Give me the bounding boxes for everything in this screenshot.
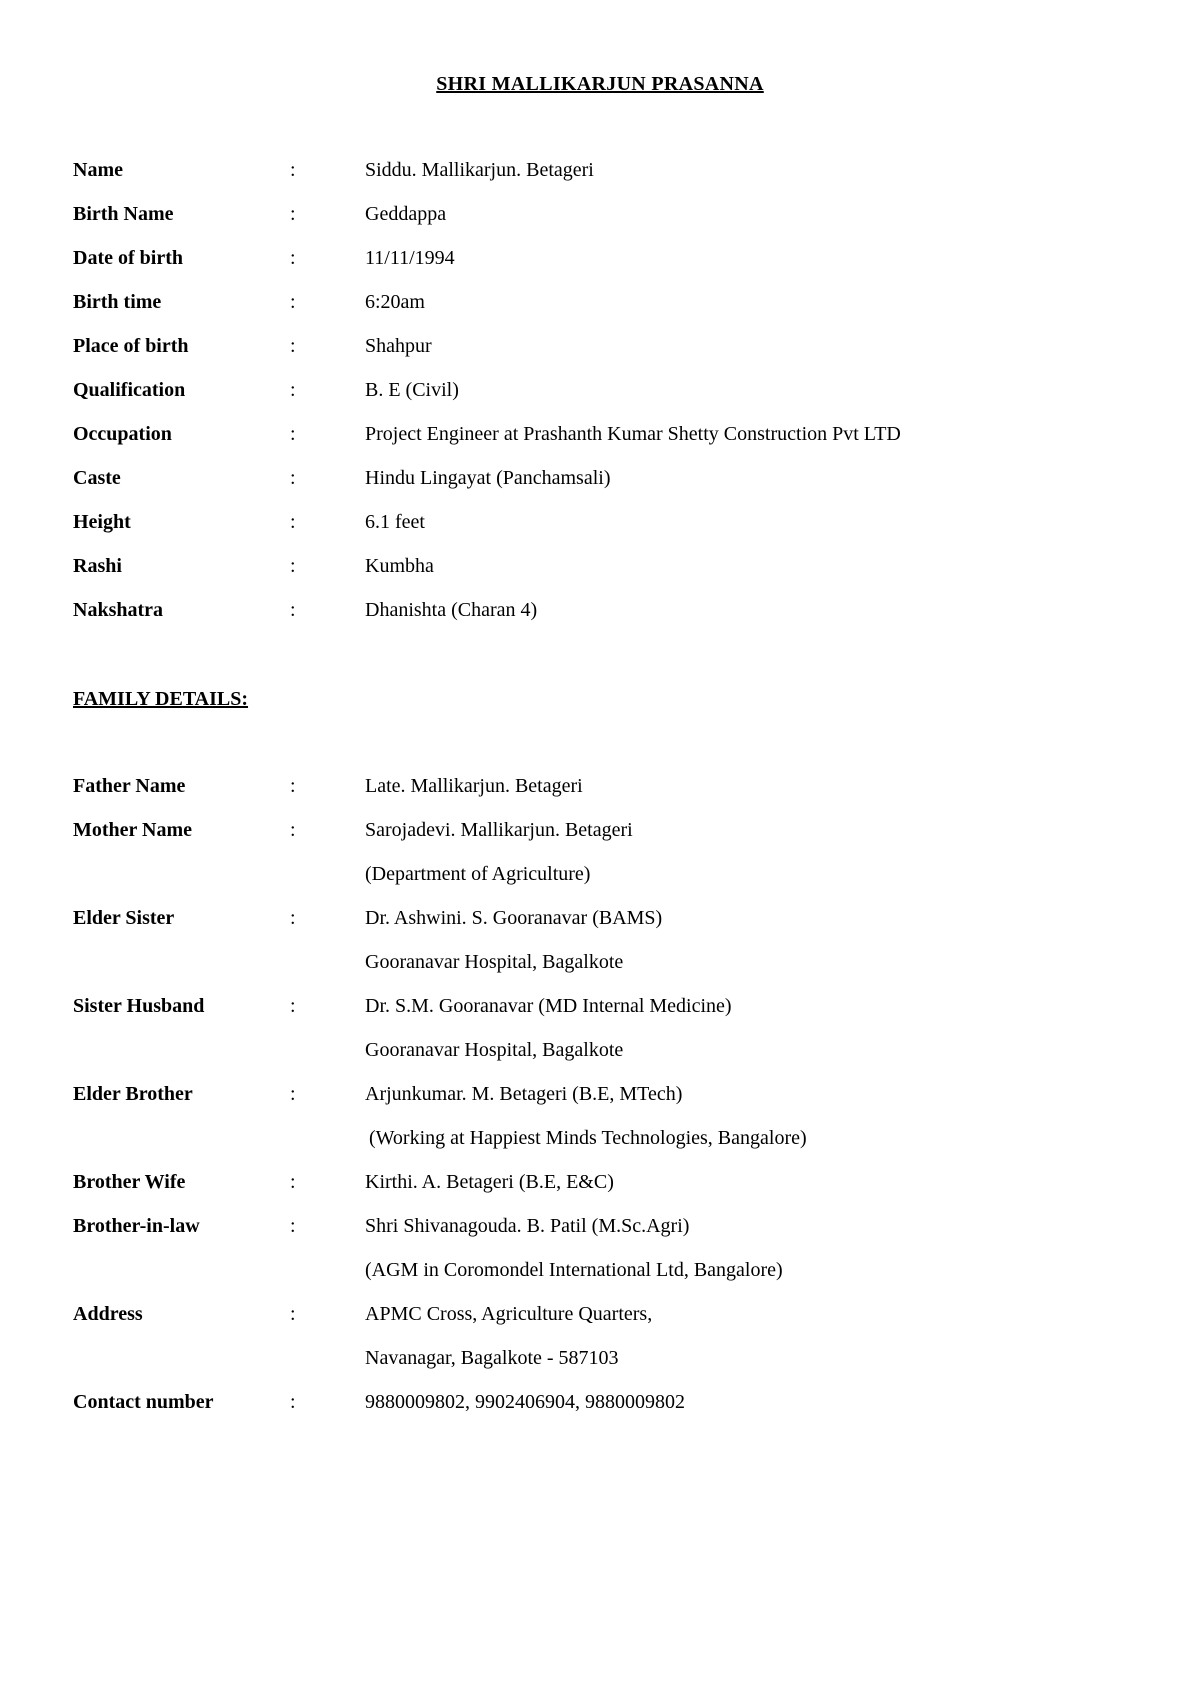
detail-value: Project Engineer at Prashanth Kumar Shetty Construction Pvt LTD: [365, 423, 901, 445]
detail-row: [73, 1082, 1133, 1126]
detail-label: Rashi: [73, 555, 122, 577]
detail-row: [73, 862, 1133, 906]
detail-separator: :: [290, 599, 296, 621]
detail-label: Caste: [73, 467, 121, 489]
detail-label: Height: [73, 511, 131, 533]
detail-value: Gooranavar Hospital, Bagalkote: [365, 951, 624, 973]
detail-value: Sarojadevi. Mallikarjun. Betageri: [365, 819, 633, 841]
detail-label: Elder Brother: [73, 1083, 193, 1105]
document-title: SHRI MALLIKARJUN PRASANNA: [436, 73, 764, 95]
detail-value: (Department of Agriculture): [365, 863, 591, 885]
detail-value: Siddu. Mallikarjun. Betageri: [365, 159, 594, 181]
detail-separator: :: [290, 1083, 296, 1105]
detail-row: [73, 246, 1133, 290]
detail-label: Occupation: [73, 423, 172, 445]
detail-value: (AGM in Coromondel International Ltd, Bangalore): [365, 1259, 783, 1281]
detail-label: Address: [73, 1303, 143, 1325]
detail-row: [73, 334, 1133, 378]
detail-label: Sister Husband: [73, 995, 205, 1017]
detail-row: [73, 906, 1133, 950]
detail-separator: :: [290, 775, 296, 797]
detail-label: Qualification: [73, 379, 186, 401]
detail-separator: :: [290, 159, 296, 181]
detail-row: [73, 290, 1133, 334]
detail-row: [73, 1126, 1133, 1170]
detail-value: Geddappa: [365, 203, 447, 225]
detail-row: [73, 994, 1133, 1038]
detail-separator: :: [290, 423, 296, 445]
detail-label: Birth Name: [73, 203, 174, 225]
detail-value: Late. Mallikarjun. Betageri: [365, 775, 583, 797]
detail-separator: :: [290, 1303, 296, 1325]
detail-label: Brother-in-law: [73, 1215, 200, 1237]
detail-value: 6.1 feet: [365, 511, 425, 533]
detail-value: Navanagar, Bagalkote - 587103: [365, 1347, 619, 1369]
detail-row: [73, 510, 1133, 554]
detail-row: [73, 554, 1133, 598]
detail-value: 6:20am: [365, 291, 425, 313]
detail-value: Hindu Lingayat (Panchamsali): [365, 467, 611, 489]
detail-row: [73, 1390, 1133, 1434]
detail-row: [73, 818, 1133, 862]
detail-separator: :: [290, 1171, 296, 1193]
detail-separator: :: [290, 467, 296, 489]
detail-row: [73, 1170, 1133, 1214]
detail-separator: :: [290, 819, 296, 841]
detail-value: 11/11/1994: [365, 247, 455, 269]
detail-separator: :: [290, 1391, 296, 1413]
detail-value: Gooranavar Hospital, Bagalkote: [365, 1039, 624, 1061]
detail-row: [73, 1214, 1133, 1258]
detail-value: Shahpur: [365, 335, 432, 357]
detail-row: [73, 1258, 1133, 1302]
detail-label: Birth time: [73, 291, 162, 313]
detail-separator: :: [290, 555, 296, 577]
detail-value: (Working at Happiest Minds Technologies, Bangalore): [369, 1127, 807, 1149]
detail-row: [73, 158, 1133, 202]
detail-value: Shri Shivanagouda. B. Patil (M.Sc.Agri): [365, 1215, 690, 1237]
detail-label: Place of birth: [73, 335, 189, 357]
detail-row: [73, 202, 1133, 246]
detail-separator: :: [290, 995, 296, 1017]
detail-separator: :: [290, 247, 296, 269]
detail-row: [73, 950, 1133, 994]
family-details-section: [73, 774, 1133, 1434]
detail-value: Kumbha: [365, 555, 434, 577]
personal-details-section: [73, 158, 1133, 642]
detail-separator: :: [290, 1215, 296, 1237]
detail-label: Date of birth: [73, 247, 183, 269]
detail-label: Contact number: [73, 1391, 214, 1413]
detail-row: [73, 378, 1133, 422]
detail-value: Dr. S.M. Gooranavar (MD Internal Medicine): [365, 995, 732, 1017]
family-details-heading: FAMILY DETAILS:: [73, 688, 249, 710]
detail-separator: :: [290, 511, 296, 533]
detail-label: Name: [73, 159, 123, 181]
detail-row: [73, 1038, 1133, 1082]
detail-value: Arjunkumar. M. Betageri (B.E, MTech): [365, 1083, 683, 1105]
detail-value: Dhanishta (Charan 4): [365, 599, 538, 621]
detail-value: APMC Cross, Agriculture Quarters,: [365, 1303, 653, 1325]
detail-value: 9880009802, 9902406904, 9880009802: [365, 1391, 685, 1413]
detail-row: [73, 774, 1133, 818]
detail-separator: :: [290, 203, 296, 225]
detail-label: Brother Wife: [73, 1171, 186, 1193]
detail-separator: :: [290, 379, 296, 401]
detail-row: [73, 598, 1133, 642]
detail-label: Mother Name: [73, 819, 193, 841]
detail-value: Kirthi. A. Betageri (B.E, E&C): [365, 1171, 614, 1193]
detail-label: Father Name: [73, 775, 186, 797]
detail-row: [73, 422, 1133, 466]
detail-row: [73, 1302, 1133, 1346]
detail-label: Nakshatra: [73, 599, 164, 621]
detail-value: B. E (Civil): [365, 379, 459, 401]
detail-separator: :: [290, 335, 296, 357]
detail-label: Elder Sister: [73, 907, 175, 929]
detail-row: [73, 466, 1133, 510]
detail-value: Dr. Ashwini. S. Gooranavar (BAMS): [365, 907, 663, 929]
detail-separator: :: [290, 907, 296, 929]
detail-row: [73, 1346, 1133, 1390]
detail-separator: :: [290, 291, 296, 313]
